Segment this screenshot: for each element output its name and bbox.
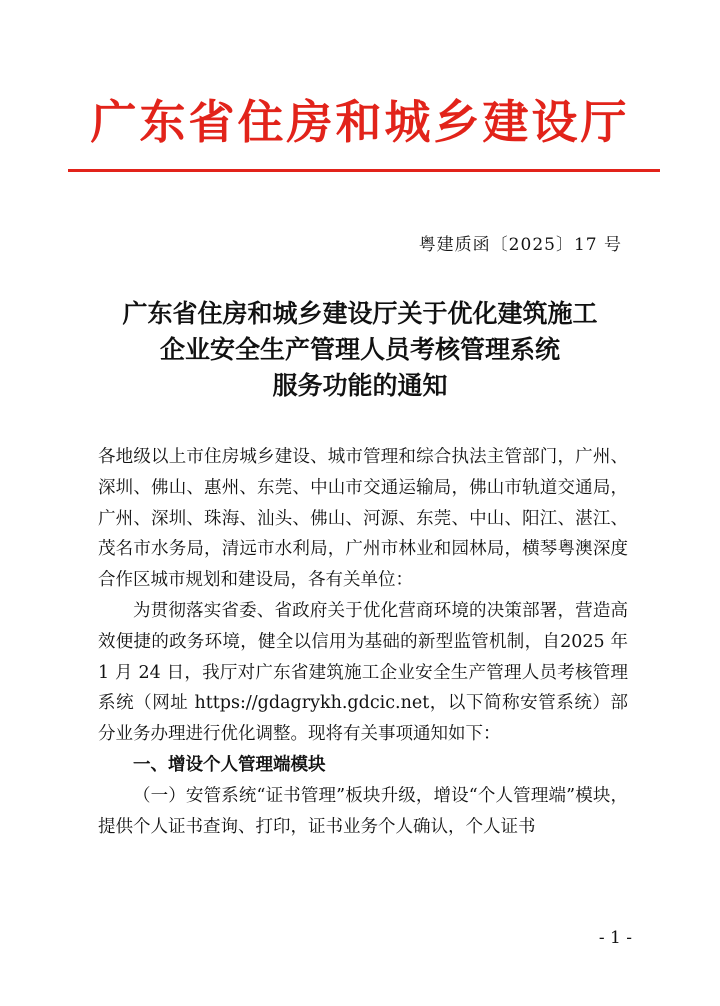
document-title-line-1: 广东省住房和城乡建设厅关于优化建筑施工 [122,299,598,328]
document-title-line-3: 服务功能的通知 [272,371,448,400]
document-body [98,442,628,842]
document-title-line-2: 企业安全生产管理人员考核管理系统 [159,335,560,364]
section-1-heading: 一、增设个人管理端模块 [133,754,326,775]
intro-paragraph: 为贯彻落实省委、省政府关于优化营商环境的决策部署，营造高效便捷的政务环境，健全以信用为基础的新型监管机制，自2025 年 1 月 24 日，我厅对广东省建筑施工企业安全生产管理人员考核管理系统（网址 https://gdagrykh.gdcic.net，以下简称安管系统）部分业务办理进行优化调整。现将有关事项通知如下： [98,600,628,745]
addressee-paragraph: 各地级以上市住房城乡建设、城市管理和综合执法主管部门，广州、深圳、佛山、惠州、东莞、中山市交通运输局，佛山市轨道交通局，广州、深圳、珠海、汕头、佛山、河源、东莞、中山、阳江、湛江、茂名市水务局，清远市水利局，广州市林业和园林局，横琴粤澳深度合作区城市规划和建设局，各有关单位： [98,447,628,591]
document-title [0,296,720,404]
issuer-header-title: 广东省住房和城乡建设厅 [90,95,630,149]
page-number: - 1 - [598,928,632,948]
section-1-paragraph-1: （一）安管系统“证书管理”板块升级，增设“个人管理端”模块，提供个人证书查询、打印，证书业务个人确认，个人证书 [98,785,628,837]
document-number: 粤建质函〔2025〕17 号 [418,235,622,255]
header-red-rule [68,169,660,172]
